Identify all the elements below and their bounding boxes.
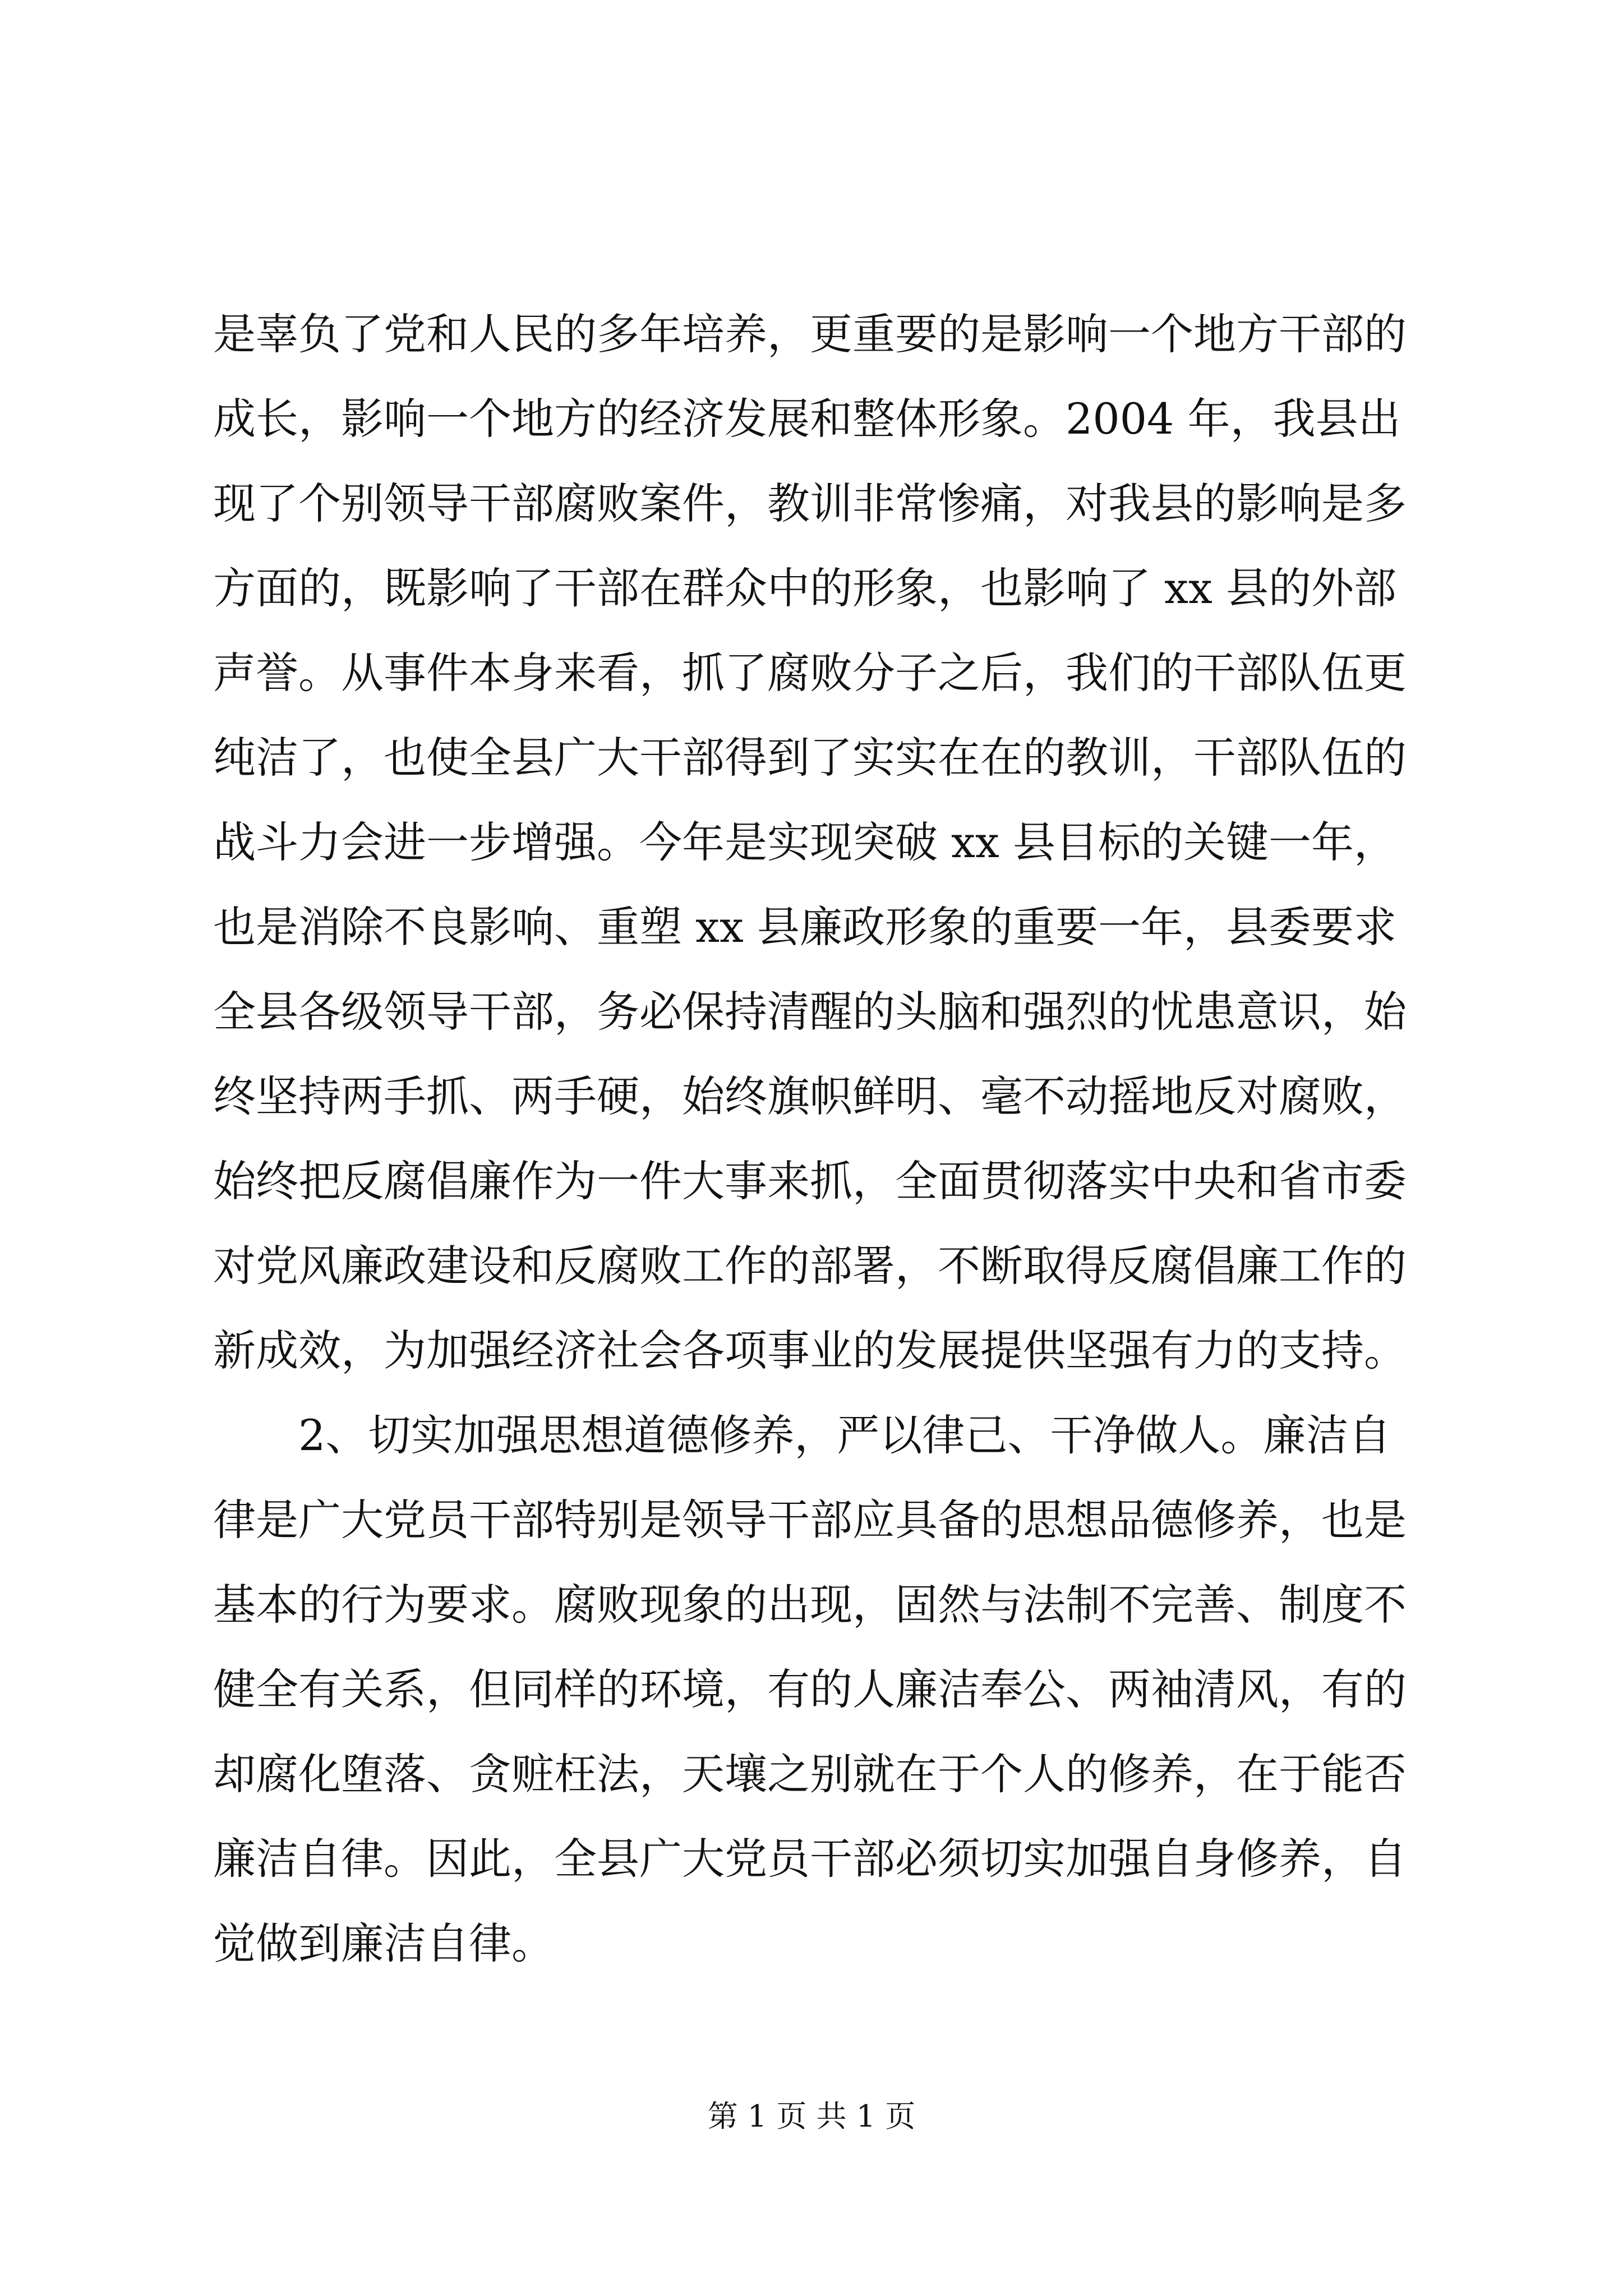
text-line: 律是广大党员干部特别是领导干部应具备的思想品德修养，也是 xyxy=(213,1495,1407,1545)
text-line: 全县各级领导干部，务必保持清醒的头脑和强烈的忧患意识，始 xyxy=(213,987,1407,1037)
page-number-footer: 第 1 页 共 1 页 xyxy=(707,2099,916,2134)
text-line: 基本的行为要求。腐败现象的出现，固然与法制不完善、制度不 xyxy=(213,1580,1407,1630)
text-line: 廉洁自律。因此，全县广大党员干部必须切实加强自身修养，自 xyxy=(213,1834,1407,1884)
paragraph-start-line: 2、切实加强思想道德修养，严以律己、干净做人。廉洁自 xyxy=(298,1410,1391,1460)
text-line: 始终把反腐倡廉作为一件大事来抓，全面贯彻落实中央和省市委 xyxy=(213,1156,1407,1206)
text-line: 是辜负了党和人民的多年培养，更重要的是影响一个地方干部的 xyxy=(213,309,1407,359)
text-line: 也是消除不良影响、重塑 xx 县廉政形象的重要一年，县委要求 xyxy=(213,902,1397,952)
text-line: 健全有关系，但同样的环境，有的人廉洁奉公、两袖清风，有的 xyxy=(213,1664,1407,1714)
text-line: 成长，影响一个地方的经济发展和整体形象。2004 年，我县出 xyxy=(213,394,1401,444)
text-line: 却腐化堕落、贪赃枉法，天壤之别就在于个人的修养，在于能否 xyxy=(213,1749,1407,1799)
text-line: 觉做到廉洁自律。 xyxy=(213,1918,554,1968)
text-line: 声誉。从事件本身来看，抓了腐败分子之后，我们的干部队伍更 xyxy=(213,648,1407,698)
text-line: 方面的，既影响了干部在群众中的形象，也影响了 xx 县的外部 xyxy=(213,563,1397,613)
text-line: 终坚持两手抓、两手硬，始终旗帜鲜明、毫不动摇地反对腐败， xyxy=(213,1071,1407,1121)
text-line: 新成效，为加强经济社会各项事业的发展提供坚强有力的支持。 xyxy=(213,1326,1407,1375)
text-line: 纯洁了，也使全县广大干部得到了实实在在的教训，干部队伍的 xyxy=(213,733,1407,783)
text-line: 现了个别领导干部腐败案件，教训非常惨痛，对我县的影响是多 xyxy=(213,478,1407,528)
text-line: 对党风廉政建设和反腐败工作的部署，不断取得反腐倡廉工作的 xyxy=(213,1241,1407,1291)
text-line: 战斗力会进一步增强。今年是实现突破 xx 县目标的关键一年， xyxy=(213,817,1397,867)
body-text xyxy=(213,292,1410,1986)
